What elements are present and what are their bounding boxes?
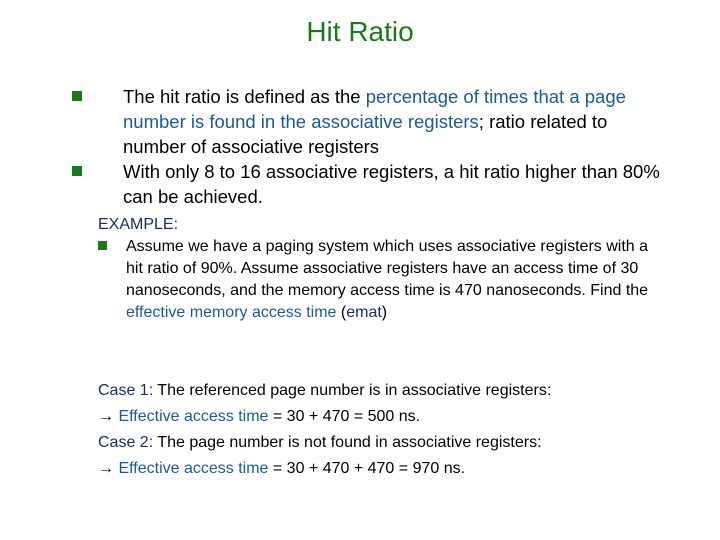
case-result-label: Effective access time	[118, 408, 269, 425]
case-label: Case 2:	[98, 434, 154, 451]
example-text: Assume we have a paging system which uses associative registers with a hit ratio of 90%. Assume associative registers have an access time of 30 nanoseconds, and the memory access time is 470 nanoseconds. Find the	[126, 238, 649, 299]
example-label: EXAMPLE:	[98, 216, 179, 233]
example-abbrev: emat	[346, 304, 382, 321]
arrow-icon: →	[98, 460, 119, 477]
case-line	[98, 430, 698, 456]
example-text: )	[381, 304, 388, 321]
slide-title: Hit Ratio	[306, 16, 414, 47]
example-section	[98, 214, 658, 324]
arrow-icon: →	[98, 408, 119, 425]
bullet-item	[66, 159, 666, 209]
case-text: The referenced page number is in associative registers:	[153, 382, 552, 399]
bullet-highlight: percentage of times that a page number is found in the associative registers	[123, 86, 626, 132]
bullet-list	[66, 84, 666, 209]
case-result-label: Effective access time	[118, 460, 269, 477]
bullet-text: With only 8 to 16 associative registers, a hit ratio higher than 80% can be achieved.	[123, 161, 660, 207]
square-bullet-icon	[98, 241, 107, 250]
case-result-text: = 30 + 470 = 500 ns.	[268, 408, 421, 425]
square-bullet-icon	[72, 166, 82, 176]
example-item	[98, 236, 658, 324]
case-result-line	[98, 404, 698, 430]
bullet-text: ; ratio related to number of associative registers	[123, 111, 608, 157]
bullet-text: The hit ratio is defined as the	[123, 86, 366, 107]
case-label: Case 1:	[98, 382, 154, 399]
square-bullet-icon	[72, 91, 82, 101]
example-highlight: effective memory access time	[126, 304, 337, 321]
bullet-item	[66, 84, 666, 159]
case-line	[98, 378, 698, 404]
case-text: The page number is not found in associative registers:	[153, 434, 542, 451]
cases-section	[98, 378, 698, 482]
case-result-line	[98, 456, 698, 482]
case-result-text: = 30 + 470 + 470 = 970 ns.	[268, 460, 466, 477]
example-text: (	[336, 304, 347, 321]
